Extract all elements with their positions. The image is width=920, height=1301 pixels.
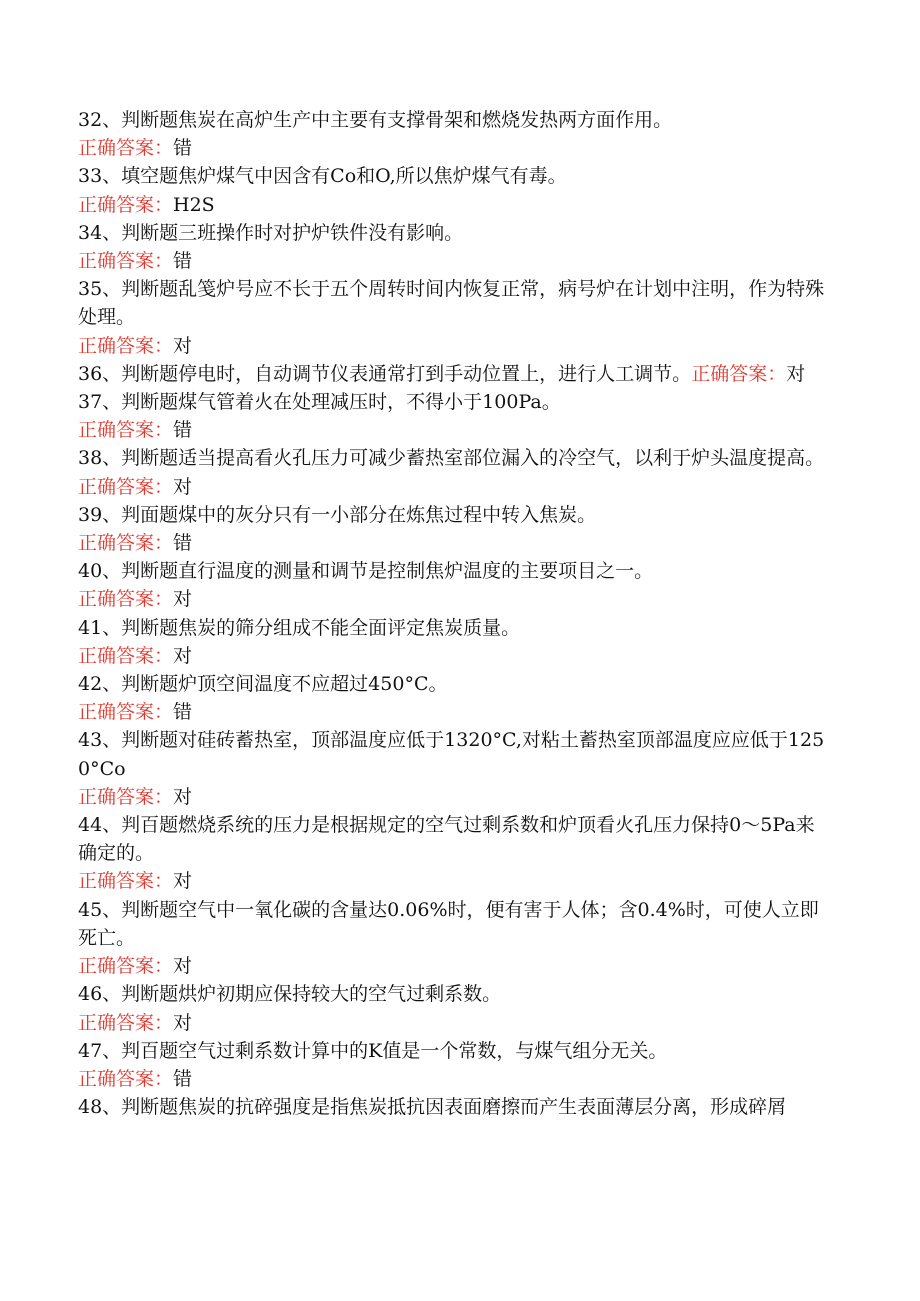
answer-value: 错 bbox=[173, 250, 193, 273]
answer-42 bbox=[78, 698, 828, 726]
answer-value: 对 bbox=[173, 785, 193, 808]
answer-44 bbox=[78, 867, 828, 895]
answer-value: 错 bbox=[173, 137, 193, 160]
answer-value: 对 bbox=[173, 475, 193, 498]
answer-value: 错 bbox=[173, 532, 193, 555]
answer-label: 正确答案： bbox=[691, 362, 787, 385]
question-43-text: 43、判断题对硅砖蓄热室，顶部温度应低于1320°C,对粘土蓄热室顶部温度应应低于1250°Co bbox=[78, 729, 825, 780]
answer-label: 正确答案： bbox=[78, 419, 174, 442]
question-42-text: 42、判断题炉顶空间温度不应超过450°C。 bbox=[78, 673, 448, 696]
question-37-text: 37、判断题煤气管着火在处理减压时，不得小于100Pa。 bbox=[78, 391, 561, 414]
answer-38 bbox=[78, 473, 828, 501]
question-44-text: 44、判百题燃烧系统的压力是根据规定的空气过剩系数和炉顶看火孔压力保持0～5Pa来确定的。 bbox=[78, 814, 815, 865]
answer-37 bbox=[78, 416, 828, 444]
answer-32 bbox=[78, 134, 828, 162]
answer-41 bbox=[78, 642, 828, 670]
question-35-text: 35、判断题乱笺炉号应不长于五个周转时间内恢复正常，病号炉在计划中注明，作为特殊处理。 bbox=[78, 278, 825, 329]
answer-label: 正确答案： bbox=[78, 193, 174, 216]
answer-value: 对 bbox=[173, 588, 193, 611]
question-46-text: 46、判断题烘炉初期应保持较大的空气过剩系数。 bbox=[78, 983, 502, 1006]
answer-value: 错 bbox=[173, 1067, 193, 1090]
question-45-text: 45、判断题空气中一氧化碳的含量达0.06%时，便有害于人体；含0.4%时，可使人立即死亡。 bbox=[78, 898, 819, 949]
answer-40 bbox=[78, 585, 828, 613]
answer-value: H2S bbox=[173, 193, 215, 216]
question-32-text: 32、判断题焦炭在高炉生产中主要有支撑骨架和燃烧发热两方面作用。 bbox=[78, 109, 673, 131]
question-40-text: 40、判断题直行温度的测量和调节是控制焦炉温度的主要项目之一。 bbox=[78, 560, 654, 583]
document-page bbox=[78, 106, 828, 1121]
answer-label: 正确答案： bbox=[78, 644, 174, 667]
answer-label: 正确答案： bbox=[78, 250, 174, 273]
answer-label: 正确答案： bbox=[78, 1067, 174, 1090]
answer-label: 正确答案： bbox=[78, 785, 174, 808]
question-47-text: 47、判百题空气过剩系数计算中的K值是一个常数，与煤气组分无关。 bbox=[78, 1039, 668, 1062]
question-39-text: 39、判面题煤中的灰分只有一小部分在炼焦过程中转入焦炭。 bbox=[78, 503, 597, 526]
question-34-text: 34、判断题三班操作时对护炉铁件没有影响。 bbox=[78, 221, 464, 244]
answer-label: 正确答案： bbox=[78, 334, 174, 357]
question-48-text: 48、判断题焦炭的抗碎强度是指焦炭抵抗因表面磨擦而产生表面薄层分离，形成碎屑 bbox=[78, 1096, 787, 1119]
answer-value: 对 bbox=[786, 362, 806, 385]
answer-value: 对 bbox=[173, 955, 193, 978]
question-36-text bbox=[78, 360, 828, 388]
question-33-text: 33、填空题焦炉煤气中因含有Co和O,所以焦炉煤气有毒。 bbox=[78, 165, 567, 188]
answer-34 bbox=[78, 247, 828, 275]
answer-value: 对 bbox=[173, 334, 193, 357]
answer-label: 正确答案： bbox=[78, 532, 174, 555]
answer-value: 对 bbox=[173, 1011, 193, 1034]
answer-label: 正确答案： bbox=[78, 1011, 174, 1034]
answer-value: 对 bbox=[173, 870, 193, 893]
question-38-text: 38、判断题适当提高看火孔压力可减少蓄热室部位漏入的冷空气，以利于炉头温度提高。 bbox=[78, 447, 825, 470]
answer-45 bbox=[78, 952, 828, 980]
answer-value: 错 bbox=[173, 419, 193, 442]
answer-label: 正确答案： bbox=[78, 870, 174, 893]
answer-33 bbox=[78, 191, 828, 219]
answer-43 bbox=[78, 783, 828, 811]
answer-label: 正确答案： bbox=[78, 588, 174, 611]
question-41-text: 41、判断题焦炭的筛分组成不能全面评定焦炭质量。 bbox=[78, 616, 521, 639]
answer-35 bbox=[78, 332, 828, 360]
answer-label: 正确答案： bbox=[78, 701, 174, 724]
question-36-body: 36、判断题停电时，自动调节仪表通常打到手动位置上，进行人工调节。 bbox=[78, 362, 692, 385]
answer-label: 正确答案： bbox=[78, 955, 174, 978]
answer-value: 错 bbox=[173, 701, 193, 724]
answer-46 bbox=[78, 1009, 828, 1037]
answer-label: 正确答案： bbox=[78, 475, 174, 498]
answer-value: 对 bbox=[173, 644, 193, 667]
answer-39 bbox=[78, 529, 828, 557]
answer-label: 正确答案： bbox=[78, 137, 174, 160]
answer-47 bbox=[78, 1065, 828, 1093]
